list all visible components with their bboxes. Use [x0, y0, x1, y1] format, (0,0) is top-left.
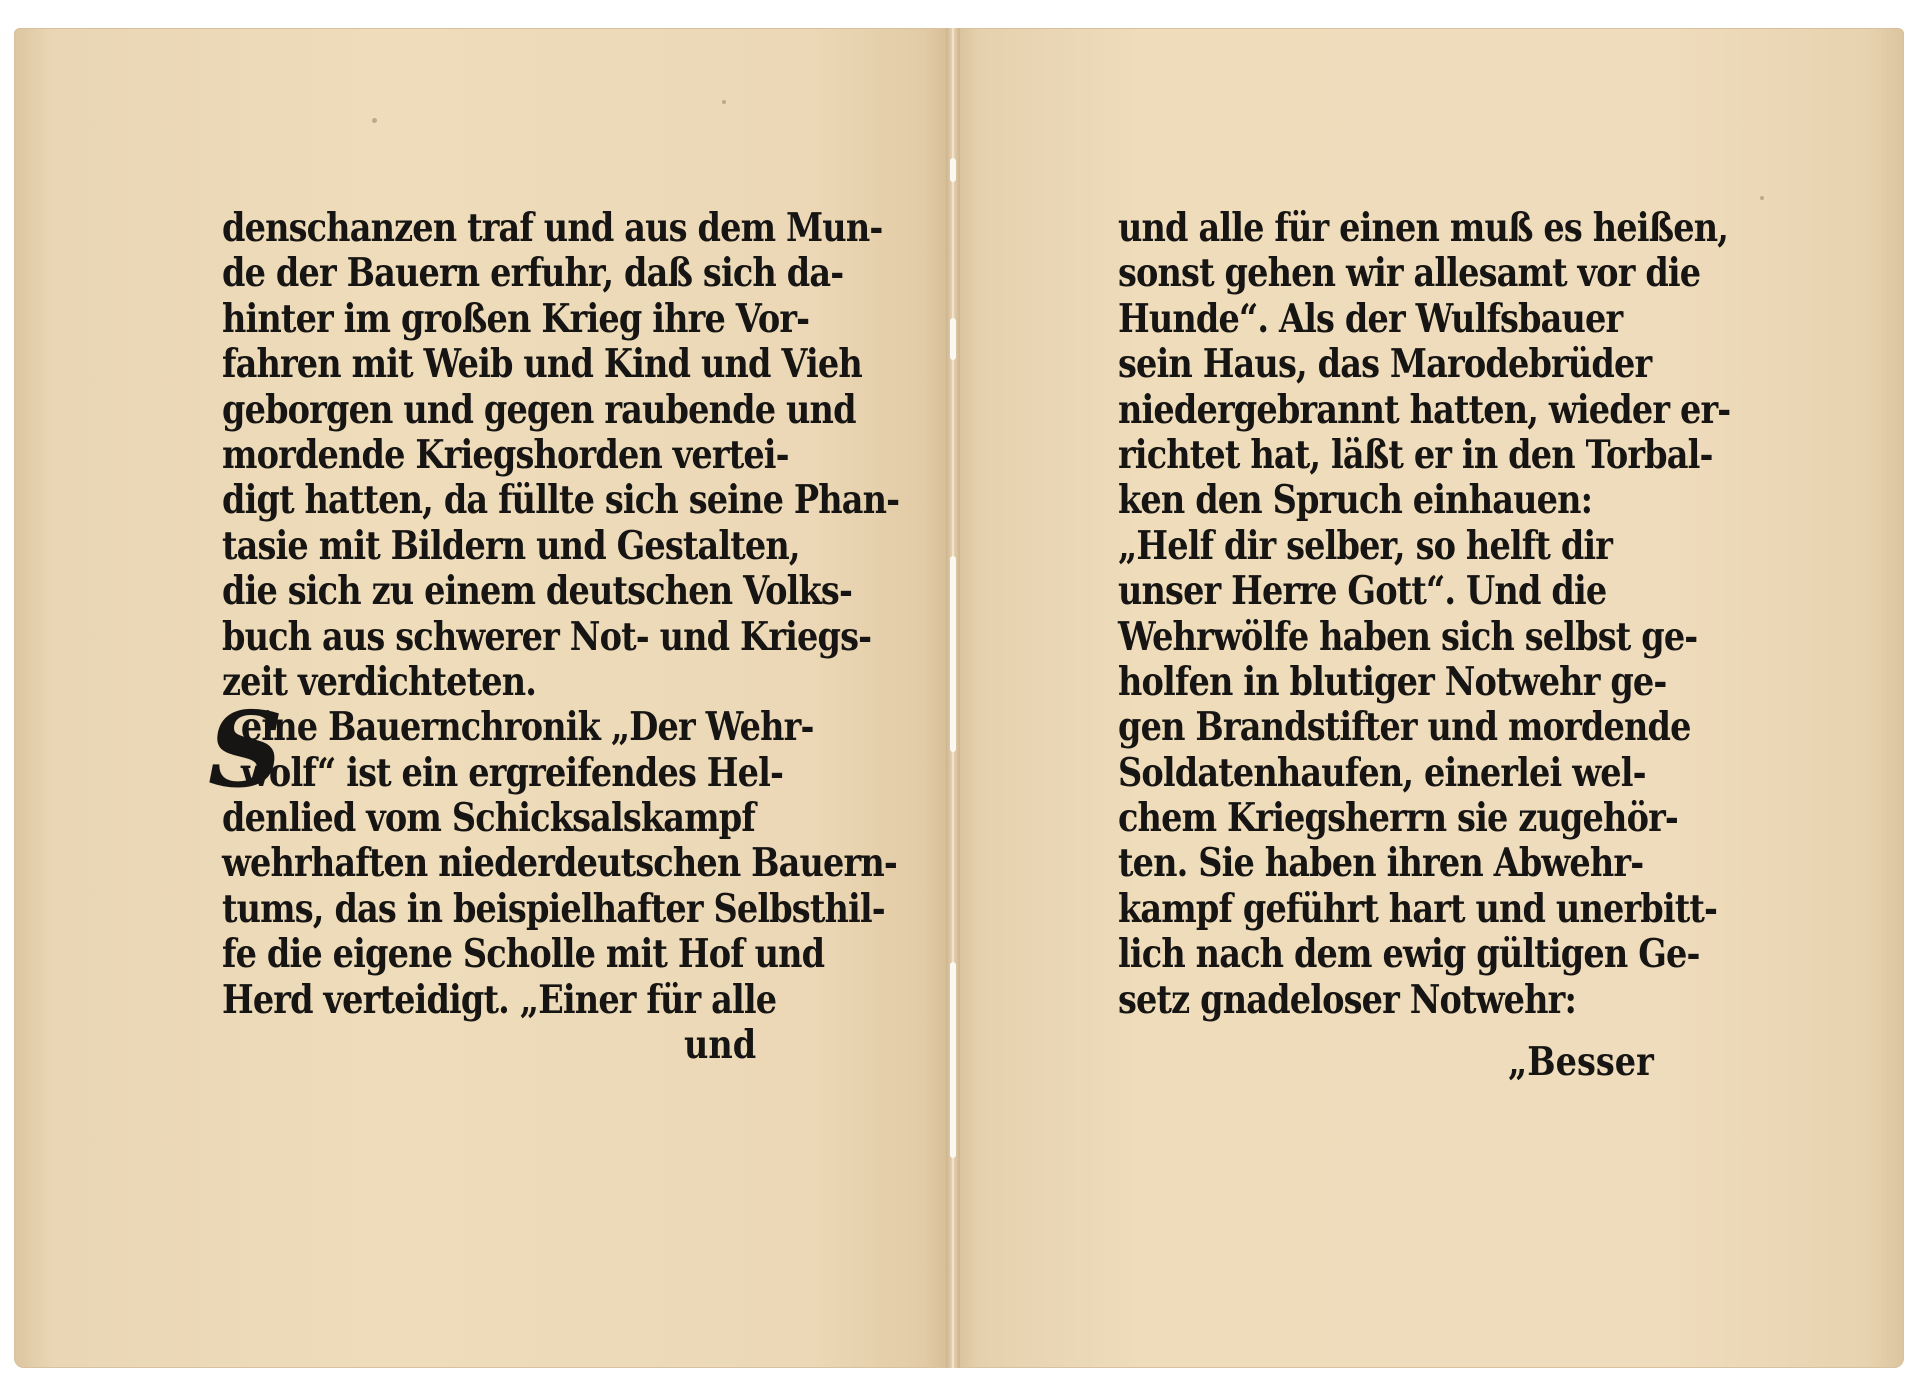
text-line: zeit verdichteten.	[222, 658, 537, 705]
text-line: tums, das in beispielhafter Selbsthil-	[222, 885, 885, 932]
right-page-text	[1118, 206, 1830, 1023]
catchword: und	[684, 1022, 757, 1068]
text-line: sein Haus, das Marodebrüder	[1118, 341, 1652, 388]
text-line: denschanzen traf und aus dem Mun-	[222, 205, 883, 251]
text-line: „Helf dir selber, so helft dir	[1118, 522, 1613, 569]
catchword: „Besser	[1508, 1039, 1654, 1085]
text-line: holfen in blutiger Notwehr ge-	[1118, 658, 1667, 705]
binding-stitch	[950, 158, 956, 182]
text-line: niedergebrannt hatten, wieder er-	[1118, 386, 1731, 433]
text-line: fahren mit Weib und Kind und Vieh	[222, 341, 862, 388]
text-line: hinter im großen Krieg ihre Vor-	[222, 295, 810, 342]
text-line: die sich zu einem deutschen Volks-	[222, 568, 853, 615]
text-line: denlied vom Schicksalskampf	[222, 795, 755, 842]
text-line: wolf“ ist ein ergreifendes Hel-	[240, 749, 784, 796]
text-line: Soldatenhaufen, einerlei wel-	[1118, 749, 1646, 796]
drop-cap-initial: S	[208, 688, 284, 811]
text-line: ten. Sie haben ihren Abwehr-	[1118, 840, 1644, 887]
text-line: gen Brandstifter und mordende	[1118, 704, 1691, 751]
text-line: sonst gehen wir allesamt vor die	[1118, 250, 1701, 297]
paper-speck	[372, 118, 377, 123]
text-line: eine Bauernchronik „Der Wehr-	[240, 704, 814, 751]
paper-speck	[722, 100, 726, 104]
text-line: Wehrwölfe haben sich selbst ge-	[1118, 613, 1698, 660]
text-line: richtet hat, läßt er in den Torbal-	[1118, 431, 1713, 478]
text-line: setz gnadeloser Notwehr:	[1118, 976, 1577, 1023]
text-line: mordende Kriegshorden vertei-	[222, 431, 789, 478]
text-line: fe die eigene Scholle mit Hof und	[222, 931, 825, 978]
text-line: Hunde“. Als der Wulfsbauer	[1118, 295, 1623, 342]
text-line: kampf geführt hart und unerbitt-	[1118, 885, 1718, 932]
text-line: lich nach dem ewig gültigen Ge-	[1118, 931, 1700, 978]
text-line: unser Herre Gott“. Und die	[1118, 568, 1607, 615]
text-line: tasie mit Bildern und Gestalten,	[222, 522, 800, 569]
text-line: und alle für einen muß es heißen,	[1118, 205, 1729, 251]
text-line: geborgen und gegen raubende und	[222, 386, 856, 433]
text-line: wehrhaften niederdeutschen Bauern-	[222, 840, 897, 887]
text-line: chem Kriegsherrn sie zugehör-	[1118, 795, 1678, 842]
text-line: ken den Spruch einhauen:	[1118, 477, 1593, 524]
left-page-text	[222, 206, 1009, 1023]
paper-speck	[1760, 196, 1764, 200]
text-line: Herd verteidigt. „Einer für alle	[222, 976, 777, 1023]
text-line: digt hatten, da füllte sich seine Phan-	[222, 477, 900, 524]
text-line: buch aus schwerer Not- und Kriegs-	[222, 613, 872, 660]
text-line: de der Bauern erfuhr, daß sich da-	[222, 250, 844, 297]
